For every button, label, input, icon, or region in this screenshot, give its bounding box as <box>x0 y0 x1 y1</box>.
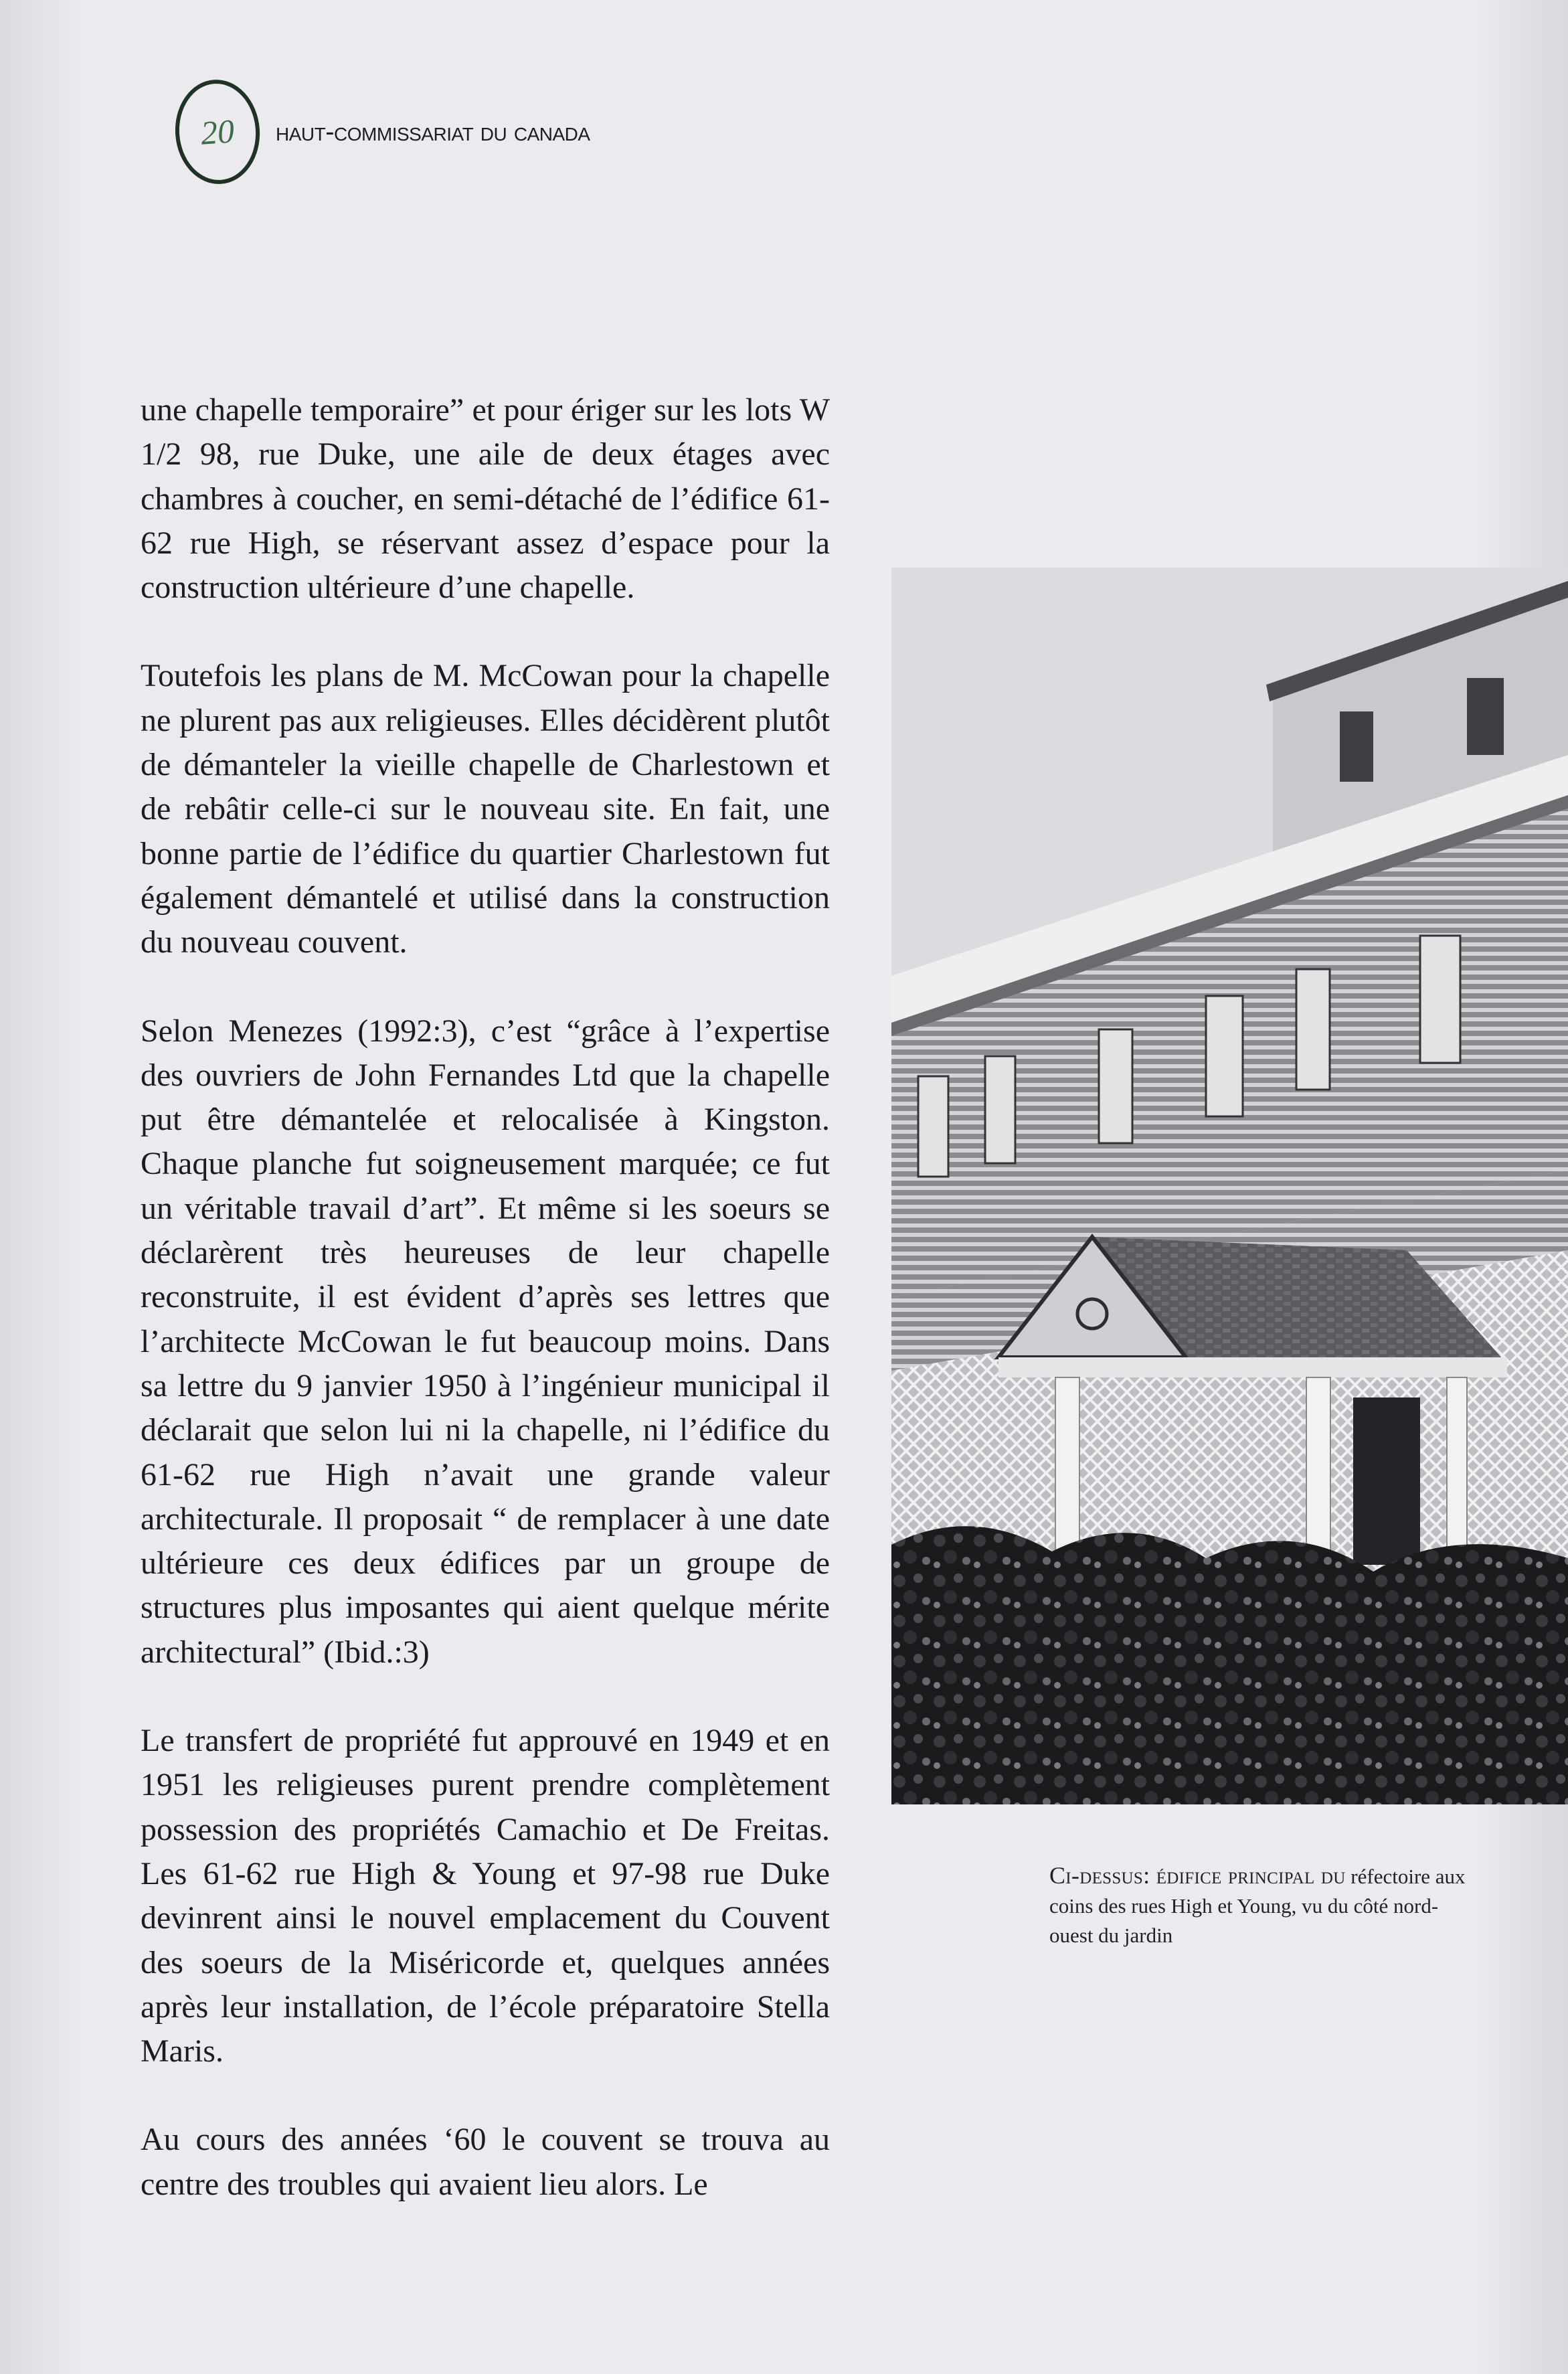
paragraph: Le transfert de propriété fut approuvé en 1949 et en 1951 les religieuses purent prendre complètement possession des propriétés Camachio et De Freitas. Les 61-62 rue High & Young et 97-98 rue Duke devinrent ainsi le nouvel emplacement du Couvent des soeurs de la Miséricorde et, quelques années après leur installation, de l’école préparatoire Stella Maris. <box>141 1723 830 2069</box>
paragraph: Au cours des années ‘60 le couvent se trouva au centre des troubles qui avaient lieu alors. Le <box>141 2122 830 2202</box>
page-number-badge <box>172 77 264 187</box>
building-photo <box>891 568 1568 1804</box>
paragraph: Toutefois les plans de M. McCowan pour la chapelle ne plurent pas aux religieuses. Elles décidèrent plutôt de démanteler la vieille chapelle de Charlestown et de rebâtir celle-ci sur le nouveau site. En fait, une bonne partie de l’édifice du quartier Charlestown fut également démantelé et utilisé dans la construction du nouveau couvent. <box>141 658 830 960</box>
photo-illustration <box>891 568 1568 1804</box>
running-title: haut-commissariat du canada <box>276 116 590 147</box>
paragraph: une chapelle temporaire” et pour ériger sur les lots W 1/2 98, rue Duke, une aile de deux étages avec chambres à coucher, en semi-détaché de l’édifice 61-62 rue High, se réservant assez d’espace pour la construction ultérieure d’une chapelle. <box>141 392 830 606</box>
body-text-column <box>141 388 830 2207</box>
photo-caption <box>1049 1861 1478 1950</box>
page-header <box>175 75 590 189</box>
page-number: 20 <box>199 112 236 152</box>
caption-text: réfectoire aux coins des rues High et Young, vu du côté nord-ouest du jardin <box>1049 1865 1466 1947</box>
caption-heading: Ci-dessus: édifice principal du <box>1049 1862 1346 1889</box>
paragraph: Selon Menezes (1992:3), c’est “grâce à l’expertise des ouvriers de John Fernandes Ltd que la chapelle put être démantelée et relocalisée à Kingston. Chaque planche fut soigneusement marquée; ce fut un véritable travail d’art”. Et même si les soeurs se déclarèrent très heureuses de leur chapelle reconstruite, il est évident d’après ses lettres que l’architecte McCowan le fut beaucoup moins. Dans sa lettre du 9 janvier 1950 à l’ingénieur municipal il déclarait que selon lui ni la chapelle, ni l’édifice du 61-62 rue High n’avait une grande valeur architecturale. Il proposait “ de remplacer à une date ultérieure ces deux édifices par un groupe de structures plus imposantes qui aient quelque mérite architectural” (Ibid.:3) <box>141 1013 830 1670</box>
